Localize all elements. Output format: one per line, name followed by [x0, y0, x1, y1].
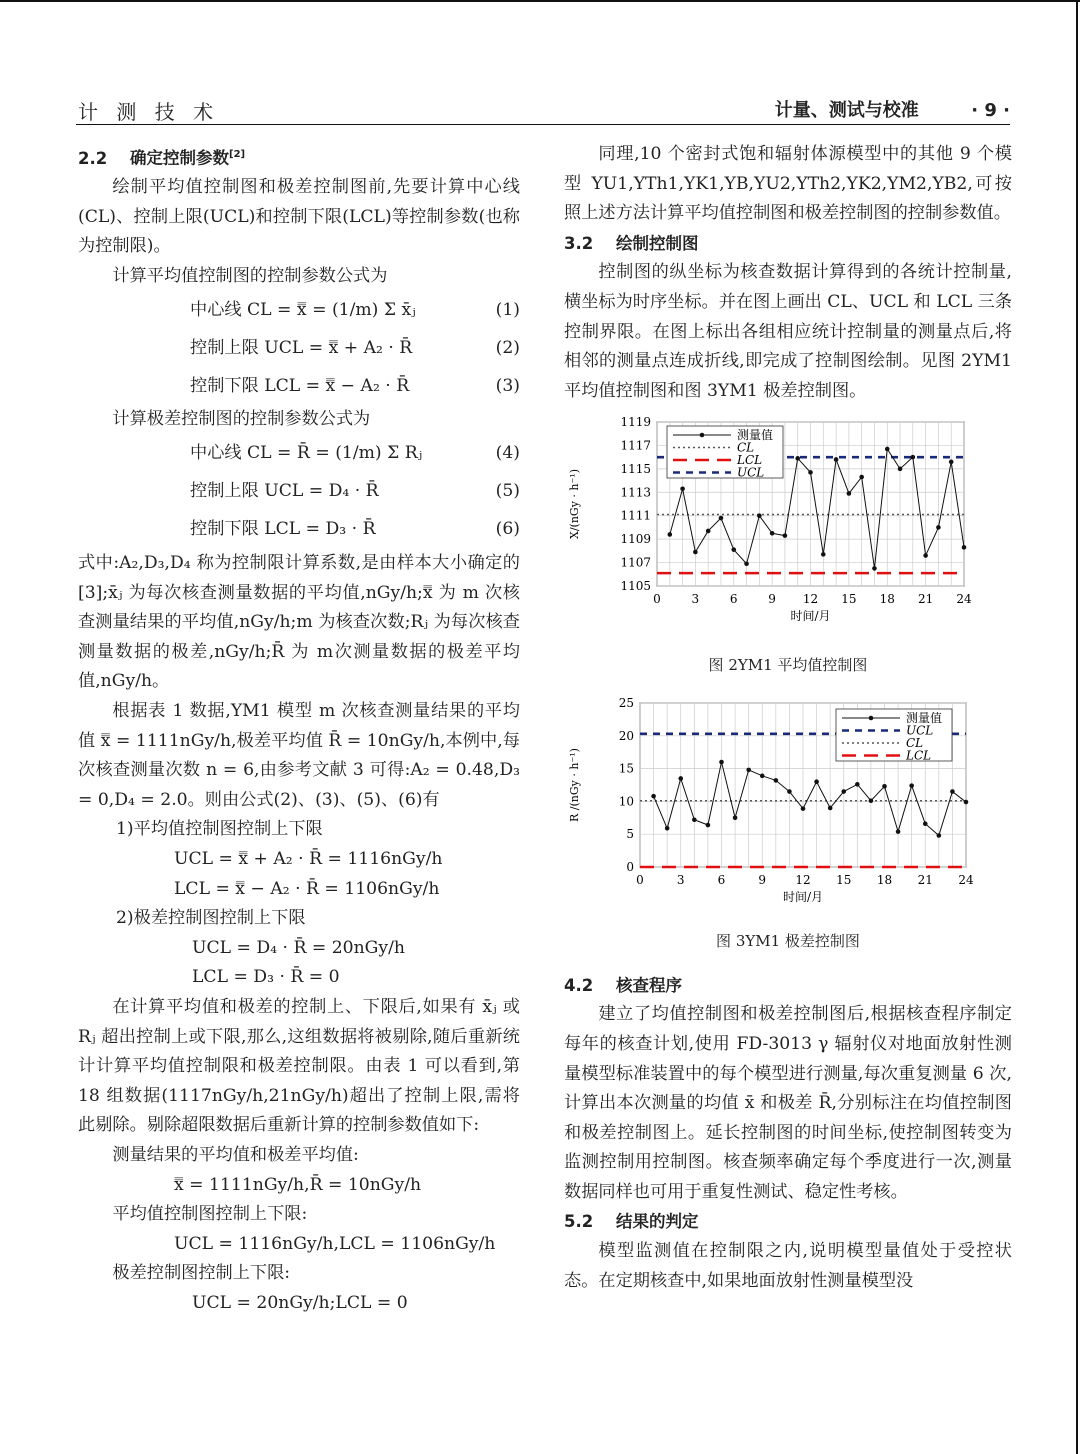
data-point [923, 821, 928, 826]
formula-line: UCL = 20nGy/h;LCL = 0 [192, 1292, 408, 1313]
equation-2 [78, 329, 520, 367]
range-control-chart [564, 695, 1012, 911]
section-heading-2-2 [78, 140, 520, 173]
paragraph: 根据表 1 数据,YM1 模型 m 次核查测量结果的平均值 x̿ = 1111nGy/h,极差平均值 R̄ = 10nGy/h,本例中,每次核查测量次数 n = 6,由参考文献 3 可得:A₂ = 0.48,D₃ = 0,D₄ = 2.0。则由公式(2)、(3)、(5)、(6)有 [78, 701, 520, 810]
data-point [936, 525, 941, 530]
formula-line: LCL = D₃ · R̄ = 0 [192, 967, 340, 988]
right-border [1076, 0, 1078, 1454]
data-point [731, 548, 736, 553]
x-tick-label: 0 [653, 592, 661, 607]
x-axis-label: 时间/月 [790, 609, 831, 624]
y-tick-label: 1119 [620, 415, 651, 430]
x-tick-label: 3 [691, 592, 700, 607]
x-tick-label: 12 [802, 592, 819, 607]
paragraph: 平均值控制图控制上下限: [112, 1204, 308, 1225]
x-tick-label: 24 [958, 872, 974, 887]
x-tick-label: 21 [917, 592, 934, 607]
x-tick-label: 9 [758, 872, 767, 887]
paragraph: 控制图的纵坐标为核查数据计算得到的各统计控制量,横坐标为时序坐标。并在图上画出 CL、UCL 和 LCL 三条控制界限。在图上标出各组相应统计控制量的测量点后,将相邻的测量点连成折线,即完成了控制图绘制。见图 2YM1 平均值控制图和图 3YM1 极差控制图。 [564, 262, 1013, 401]
paragraph: 绘制平均值控制图和极差控制图前,先要计算中心线(CL)、控制上限(UCL)和控制下限(LCL)等控制参数(也称为控制限)。 [78, 177, 520, 257]
equation-number: (3) [495, 375, 520, 396]
x-tick-label: 6 [717, 872, 726, 887]
figure-2 [564, 412, 1012, 680]
data-point [795, 456, 800, 461]
y-tick-label: 1115 [620, 462, 651, 477]
figure-caption: 图 3YM1 极差控制图 [716, 932, 860, 951]
data-point [821, 552, 826, 557]
data-point [937, 833, 942, 838]
data-point [872, 566, 877, 571]
data-point [787, 789, 792, 794]
equation-body: 控制上限 UCL = x̿ + A₂ · R̄ [190, 337, 413, 358]
list-item: 1)平均值控制图控制上下限 [116, 819, 323, 840]
list-item: 2)极差控制图控制上下限 [116, 908, 306, 929]
journal-name: 计 测 技 术 [78, 100, 220, 124]
y-tick-label: 5 [626, 826, 634, 841]
formula-line: UCL = x̿ + A₂ · R̄ = 1116nGy/h [174, 849, 443, 869]
equation-body: 控制下限 LCL = x̿ − A₂ · R̄ [190, 375, 410, 396]
x-tick-label: 18 [876, 872, 893, 887]
equation-number: (2) [495, 337, 520, 358]
paragraph: 建立了均值控制图和极差控制图后,根据核查程序制定每年的核查计划,使用 FD-3013 γ 辐射仪对地面放射性测量模型标准装置中的每个模型进行测量,每次重复测量 6 次,计算出本次测量的均值 x̄ 和极差 R̄,分别标注在均值控制图和极差控制图上。延长控制图的时间坐标,使控制图转变为监测控制用控制图。核查频率确定每个季度进行一次,测量数据同样也可用于重复性测试、稳定性考核。 [564, 1004, 1012, 1202]
legend-marker [700, 433, 705, 438]
formula-line: UCL = 1116nGy/h,LCL = 1106nGy/h [174, 1233, 496, 1254]
data-point [911, 455, 916, 460]
data-point [706, 822, 711, 827]
data-point [665, 826, 670, 831]
header-rule [76, 124, 1010, 125]
paragraph: 计算平均值控制图的控制参数公式为 [112, 265, 388, 286]
x-tick-label: 3 [676, 872, 685, 887]
legend-label: CL [906, 735, 924, 750]
data-point [896, 829, 901, 834]
data-point [923, 554, 928, 559]
data-point [719, 516, 724, 521]
paragraph: 模型监测值在控制限之内,说明模型量值处于受控状态。在定期核查中,如果地面放射性测量模型没 [564, 1241, 1012, 1291]
paragraph: 计算极差控制图的控制参数公式为 [112, 409, 371, 430]
paragraph: 极差控制图控制上下限: [112, 1263, 291, 1284]
data-point [885, 447, 890, 452]
legend-label: UCL [906, 723, 934, 738]
y-axis-label: R /(nGy · h⁻¹) [568, 747, 581, 822]
section-title-text: 确定控制参数 [130, 148, 229, 168]
data-point [801, 806, 806, 811]
y-tick-label: 25 [618, 695, 634, 710]
legend-label: LCL [906, 748, 932, 763]
data-point [808, 470, 813, 475]
data-point [651, 793, 656, 798]
data-point [692, 817, 697, 822]
x-tick-label: 0 [636, 872, 644, 887]
x-tick-label: 15 [841, 592, 857, 607]
data-point [667, 533, 672, 538]
data-point [746, 767, 751, 772]
x-tick-label: 15 [836, 872, 852, 887]
equation-number: (6) [495, 519, 520, 540]
data-point [869, 798, 874, 803]
mean-control-chart [564, 412, 1012, 634]
data-point [949, 460, 954, 465]
section-number: 5.2 [564, 1212, 594, 1232]
paragraph: 同理,10 个密封式饱和辐射体源模型中的其他 9 个模型 YU1,YTh1,YK1,YB,YU2,YTh2,YK2,YM2,YB2,可按照上述方法计算平均值控制图和极差控制图的控制参数值。 [564, 144, 1012, 224]
data-point [828, 805, 833, 810]
paragraph: 在计算平均值和极差的控制上、下限后,如果有 x̄ⱼ 或 Rⱼ 超出控制上或下限,那么,这组数据将被剔除,随后重新统计计算平均值控制限和极差控制限。由表 1 可以看到,第 18 组数据(1117nGy/h,21nGy/h)超出了控制上限,需将此剔除。剔除超限数据后重新计算的控制参数值如下: [78, 996, 520, 1136]
data-point [760, 773, 765, 778]
y-tick-label: 10 [618, 793, 634, 808]
data-point [719, 759, 724, 764]
section-heading-5-2 [564, 1207, 1012, 1237]
top-border [0, 0, 1080, 2]
section-label: 计量、测试与校准 [774, 100, 919, 121]
page-number: · 9 · [971, 100, 1010, 121]
equation-3 [78, 367, 520, 405]
section-title-text: 绘制控制图 [616, 233, 699, 253]
figure-caption: 图 2YM1 平均值控制图 [708, 655, 868, 674]
data-point [909, 783, 914, 788]
x-tick-label: 21 [917, 872, 933, 887]
section-title-text: 结果的判定 [616, 1212, 699, 1232]
x-tick-label: 24 [956, 592, 972, 607]
equation-1 [78, 291, 520, 329]
section-heading-4-2 [564, 971, 1012, 1001]
figure-3 [564, 695, 1012, 957]
section-title [775, 96, 1010, 122]
data-point [770, 531, 775, 536]
section-heading-3-2 [564, 229, 1012, 259]
formula-line: x̿ = 1111nGy/h,R̄ = 10nGy/h [174, 1174, 422, 1195]
data-point [841, 789, 846, 794]
y-tick-label: 1111 [620, 509, 651, 524]
left-column [78, 140, 520, 1319]
equation-4 [78, 435, 520, 473]
equation-body: 控制上限 UCL = D₄ · R̄ [190, 481, 379, 502]
data-point [950, 789, 955, 794]
data-point [964, 799, 969, 804]
paragraph: 测量结果的平均值和极差平均值: [112, 1144, 359, 1165]
legend-label: CL [737, 440, 755, 455]
data-point [898, 467, 903, 472]
data-point [680, 487, 685, 492]
section-number: 3.2 [564, 233, 594, 253]
x-tick-label: 9 [768, 592, 776, 607]
legend-label: LCL [737, 453, 763, 468]
equation-number: (5) [495, 481, 520, 502]
y-tick-label: 1107 [620, 555, 651, 570]
data-point [744, 562, 749, 567]
y-tick-label: 1105 [620, 579, 651, 594]
y-tick-label: 0 [626, 859, 634, 874]
right-column [564, 140, 1012, 1296]
data-point [693, 550, 698, 555]
x-tick-label: 6 [729, 592, 738, 607]
data-point [859, 475, 864, 480]
y-axis-label: X/(nGy · h⁻¹) [568, 469, 581, 540]
section-number: 4.2 [564, 975, 594, 995]
equation-number: (4) [495, 443, 520, 464]
data-point [678, 776, 683, 781]
legend-label: UCL [737, 465, 765, 480]
formula-line: UCL = D₄ · R̄ = 20nGy/h [192, 937, 405, 958]
data-point [783, 534, 788, 539]
data-point [814, 779, 819, 784]
y-tick-label: 1113 [620, 485, 651, 500]
data-point [834, 458, 839, 463]
formula-line: LCL = x̿ − A₂ · R̄ = 1106nGy/h [174, 878, 440, 899]
data-point [962, 545, 967, 550]
y-tick-label: 15 [618, 761, 634, 776]
equation-6 [78, 511, 520, 549]
y-tick-label: 20 [618, 728, 634, 743]
data-point [855, 782, 860, 787]
x-tick-label: 18 [879, 592, 895, 607]
equation-body: 控制下限 LCL = D₃ · R̄ [190, 519, 376, 540]
equation-body: 中心线 CL = R̄ = (1/m) Σ Rⱼ [190, 443, 423, 464]
data-point [847, 492, 852, 497]
data-point [774, 778, 779, 783]
x-tick-label: 12 [795, 872, 811, 887]
data-point [706, 529, 711, 534]
legend-label: 测量值 [737, 428, 774, 443]
section-title-text: 核查程序 [616, 975, 682, 995]
equation-number: (1) [495, 299, 520, 320]
legend-marker [869, 715, 874, 720]
y-tick-label: 1117 [620, 438, 651, 453]
x-axis-label: 时间/月 [782, 889, 824, 904]
paragraph: 式中:A₂,D₃,D₄ 称为控制限计算系数,是由样本大小确定的[3];x̄ⱼ 为每次核查测量数据的平均值,nGy/h;x̿ 为 m 次核查测量结果的平均值,nGy/h;m 为核查次数;Rⱼ 为每次核查测量数据的极差,nGy/h;R̄ 为 m次测量数据的极差平均值,nGy/h。 [78, 553, 520, 692]
section-number: 2.2 [78, 148, 108, 168]
equation-5 [78, 473, 520, 511]
data-point [882, 784, 887, 789]
equation-body: 中心线 CL = x̿ = (1/m) Σ x̄ⱼ [190, 299, 416, 320]
data-point [733, 815, 738, 820]
y-tick-label: 1109 [620, 532, 651, 547]
citation-ref: [2] [229, 149, 246, 160]
data-point [757, 514, 762, 519]
legend-label: 测量值 [906, 710, 943, 725]
